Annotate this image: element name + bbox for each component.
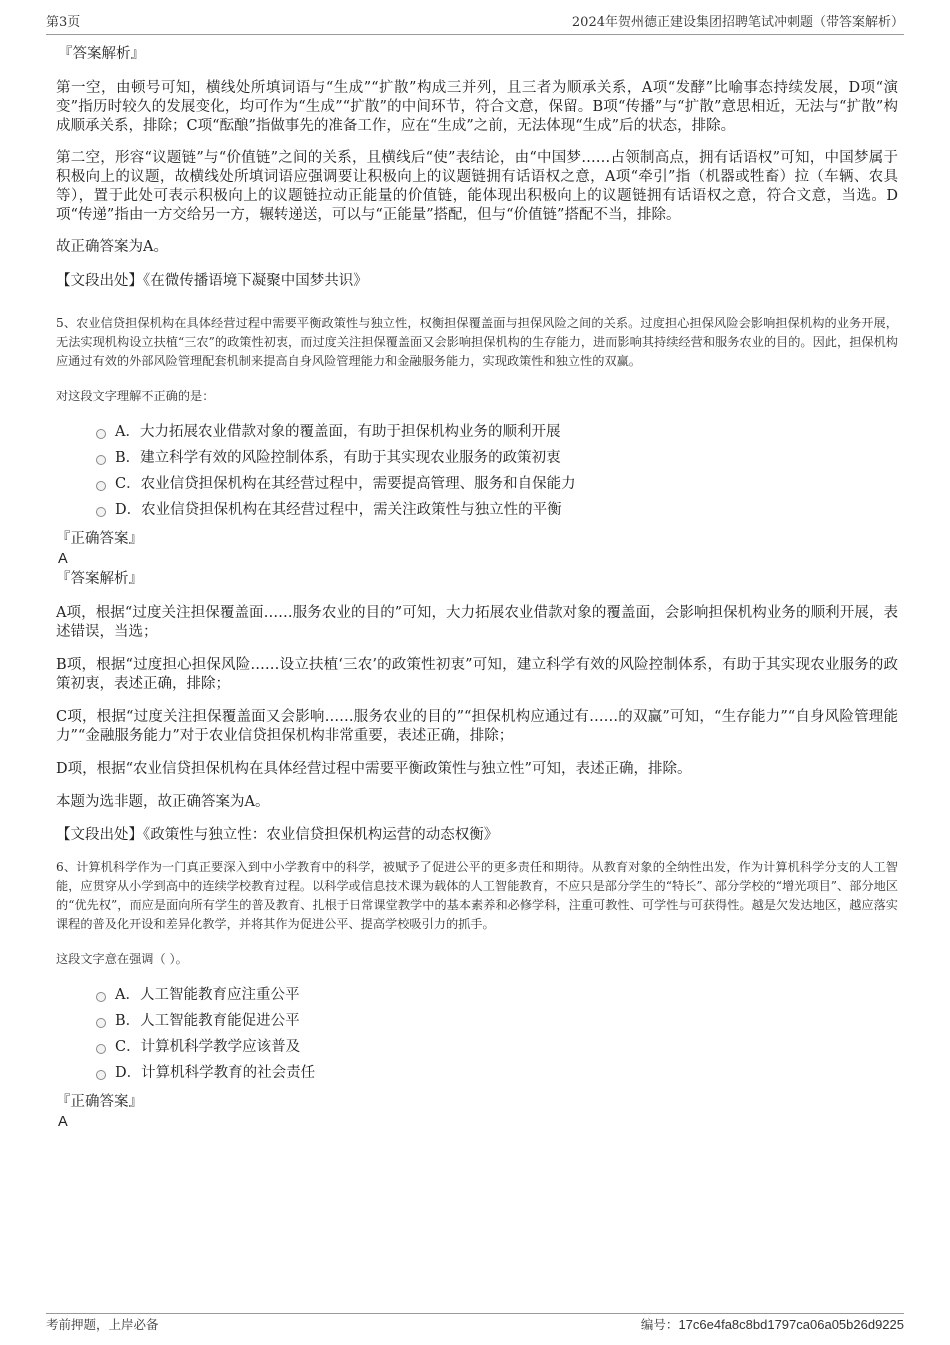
- page-number: 第3页: [46, 15, 81, 30]
- q4-analysis-para2: 第二空，形容“议题链”与“价值链”之间的关系，且横线后“使”表结论，由“中国梦……占领制高点，拥有话语权”可知，中国梦属于积极向上的议题，故横线处所填词语应强调要让积极向上的议题链拥有话语权之意，A项“牵引”指（机器或牲畜）拉（车辆、农具等），置于此处可表示积极向上的议题链拉动正能量的价值链，能体现出积极向上的议题链拥有话语权之意，符合文意，当选。D项“传递”指由一方交给另一方，辗转递送，可以与“正能量”搭配，但与“价值链”搭配不当，排除。: [56, 150, 898, 223]
- radio-icon[interactable]: [96, 1018, 106, 1028]
- q6-option-d[interactable]: D．计算机科学教育的社会责任: [96, 1060, 898, 1086]
- q5-option-d[interactable]: D．农业信贷担保机构在其经营过程中，需关注政策性与独立性的平衡: [96, 497, 898, 523]
- q5-analysis-label: 『答案解析』: [56, 571, 143, 587]
- q4-analysis-label: 『答案解析』: [58, 46, 145, 62]
- footer-code: 17c6e4fa8c8bd1797ca06a05b26d9225: [678, 1317, 904, 1332]
- q5-analysis-d: D项，根据“农业信贷担保机构在具体经营过程中需要平衡政策性与独立性”可知，表述正确，排除。: [56, 761, 692, 777]
- q4-source: 【文段出处】《在微传播语境下凝聚中国梦共识》: [56, 273, 368, 289]
- radio-icon[interactable]: [96, 992, 106, 1002]
- q6-prompt: 这段文字意在强调（ ）。: [56, 952, 188, 966]
- q5-option-b[interactable]: B．建立科学有效的风险控制体系，有助于其实现农业服务的政策初衷: [96, 445, 898, 471]
- page-footer: [46, 1313, 904, 1334]
- q5-analysis-b: B项，根据“过度担心担保风险……设立扶植‘三农’的政策性初衷”可知，建立科学有效的风险控制体系，有助于其实现农业服务的政策初衷，表述正确，排除；: [56, 657, 898, 692]
- q5-correct-label: 『正确答案』: [56, 531, 143, 547]
- footer-id: [641, 1317, 904, 1333]
- page-header: [46, 14, 904, 35]
- q5-options: [96, 419, 898, 523]
- q4-conclusion: 故正确答案为A。: [56, 239, 168, 255]
- q6-options: [96, 982, 898, 1086]
- radio-icon[interactable]: [96, 507, 106, 517]
- footer-code-label: 编号：: [640, 1318, 679, 1332]
- q5-analysis-c: C项，根据“过度关注担保覆盖面又会影响……服务农业的目的”“担保机构应通过有……的双赢”可知，“生存能力”“自身风险管理能力”“金融服务能力”对于农业信贷担保机构非常重要，表述正确，排除；: [56, 709, 898, 744]
- radio-icon[interactable]: [96, 429, 106, 439]
- q5-analysis-a: A项，根据“过度关注担保覆盖面……服务农业的目的”可知，大力拓展农业借款对象的覆盖面，会影响担保机构业务的顺利开展，表述错误，当选；: [56, 605, 898, 640]
- q5-prompt: 对这段文字理解不正确的是：: [56, 389, 215, 403]
- q5-conclusion: 本题为选非题，故正确答案为A。: [56, 794, 270, 810]
- q5-option-a[interactable]: A．大力拓展农业借款对象的覆盖面，有助于担保机构业务的顺利开展: [96, 419, 898, 445]
- page-content: [56, 44, 898, 1132]
- q6-correct-label: 『正确答案』: [56, 1094, 143, 1110]
- q6-option-c[interactable]: C．计算机科学教学应该普及: [96, 1034, 898, 1060]
- q6-correct-answer: A: [58, 1114, 68, 1130]
- footer-slogan: 考前押题，上岸必备: [46, 1317, 159, 1332]
- q5-stem: 5、农业信贷担保机构在具体经营过程中需要平衡政策性与独立性，权衡担保覆盖面与担保风险之间的关系。过度担心担保风险会影响担保机构的业务开展，无法实现机构设立扶植“三农”的政策性初衷，而过度关注担保覆盖面又会影响担保机构的生存能力，进而影响其持续经营和服务农业的目的。因此，担保机构应通过有效的外部风险管理配套机制来提高自身风险管理能力和金融服务能力，实现政策性和独立性的双赢。: [56, 316, 898, 368]
- q6-option-a[interactable]: A．人工智能教育应注重公平: [96, 982, 898, 1008]
- radio-icon[interactable]: [96, 455, 106, 465]
- q5-correct-answer: A: [58, 551, 68, 567]
- q5-source: 【文段出处】《政策性与独立性：农业信贷担保机构运营的动态权衡》: [56, 827, 499, 843]
- radio-icon[interactable]: [96, 481, 106, 491]
- document-title: 2024年贺州德正建设集团招聘笔试冲刺题（带答案解析）: [571, 15, 904, 30]
- radio-icon[interactable]: [96, 1070, 106, 1080]
- q6-stem: 6、计算机科学作为一门真正要深入到中小学教育中的科学，被赋予了促进公平的更多责任和期待。从教育对象的全纳性出发，作为计算机科学分支的人工智能，应贯穿从小学到高中的连续学校教育过程。以科学或信息技术课为载体的人工智能教育，不应只是部分学生的“特长”、部分学校的“增光项目”、部分地区的“优先权”，而应是面向所有学生的普及教育、扎根于日常课堂教学中的基本素养和必修学科，注重可教性、可学性与可获得性。越是欠发达地区，越应落实课程的普及化开设和差异化教学，并将其作为促进公平、提高学校吸引力的抓手。: [56, 860, 898, 931]
- radio-icon[interactable]: [96, 1044, 106, 1054]
- q6-option-b[interactable]: B．人工智能教育能促进公平: [96, 1008, 898, 1034]
- q5-option-c[interactable]: C．农业信贷担保机构在其经营过程中，需要提高管理、服务和自保能力: [96, 471, 898, 497]
- q4-analysis-para1: 第一空，由顿号可知，横线处所填词语与“生成”“扩散”构成三并列，且三者为顺承关系，A项“发酵”比喻事态持续发展，D项“演变”指历时较久的发展变化，均可作为“生成”“扩散”的中间环节，符合文意，保留。B项“传播”与“扩散”意思相近，无法与“扩散”构成顺承关系，排除；C项“酝酿”指做事先的准备工作，应在“生成”之前，无法体现“生成”后的状态，排除。: [56, 80, 898, 134]
